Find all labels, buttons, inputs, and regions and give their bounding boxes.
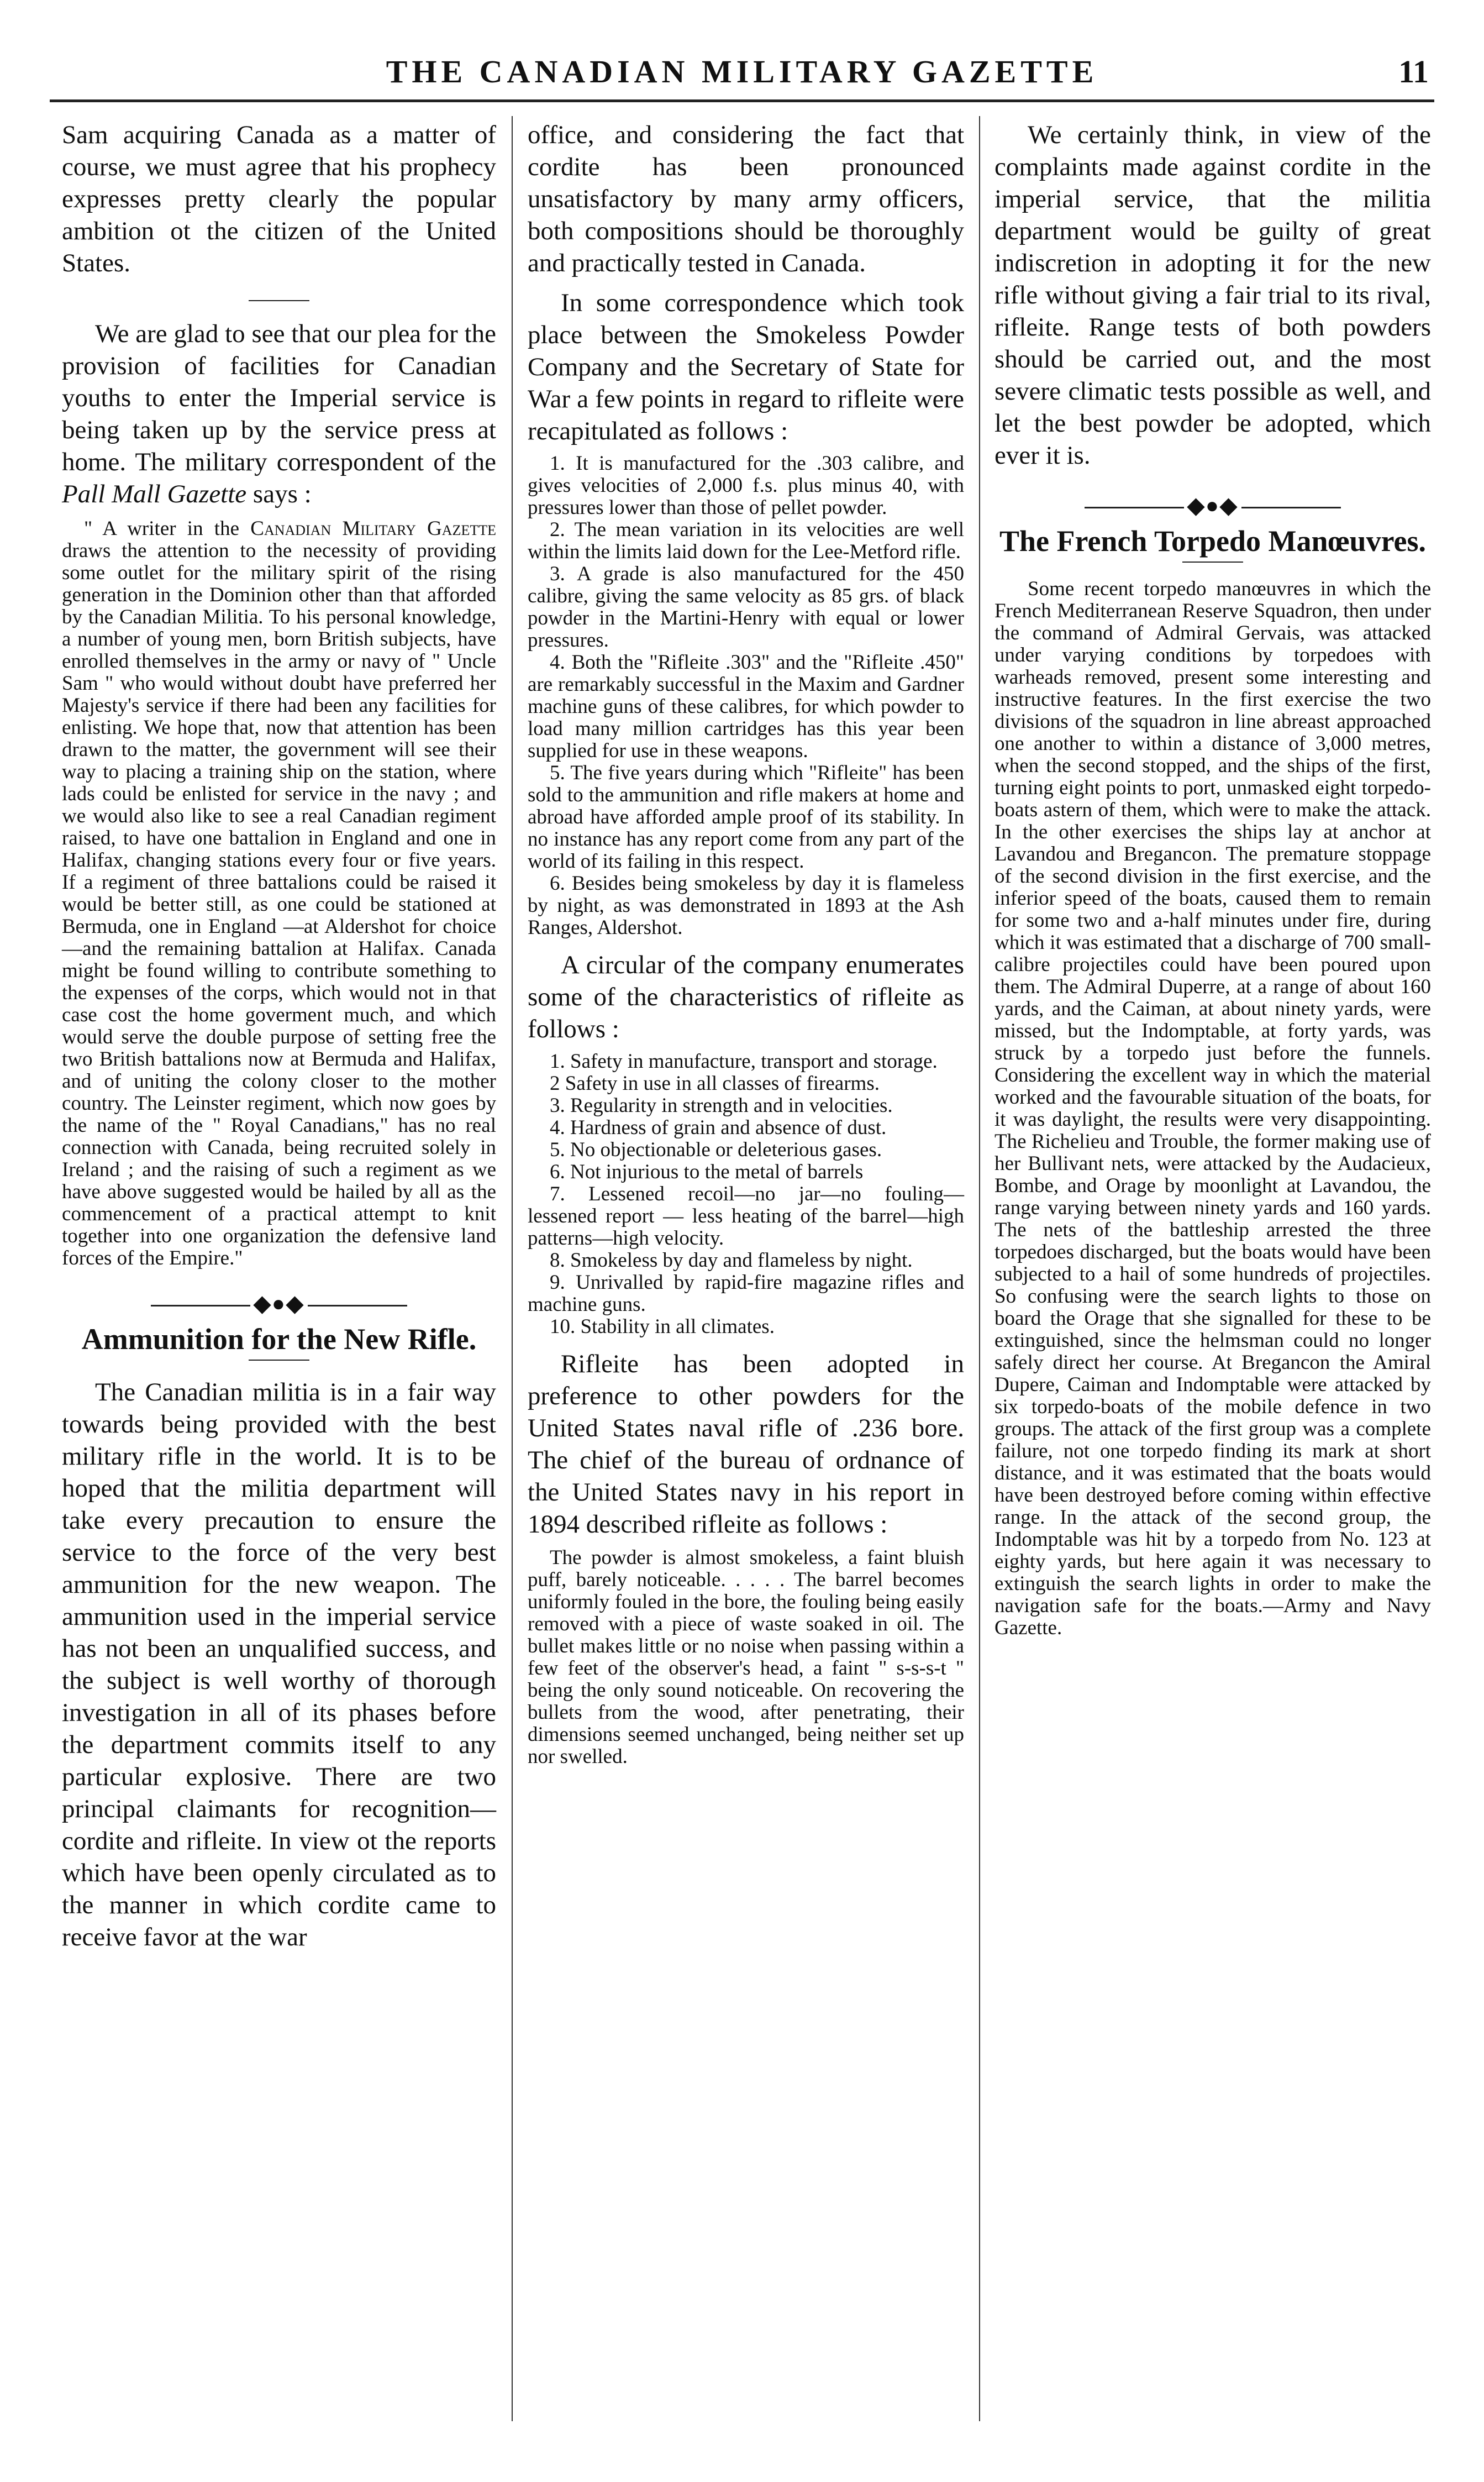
column-2 bbox=[528, 119, 964, 1768]
paragraph: We are glad to see that our plea for the provision of facilities for Canadian youths to enter the Imperial service is being taken up by the service press at home. The military correspondent of the Pall Mall Gazette says : bbox=[62, 319, 496, 508]
paragraph: office, and considering the fact that cordite has been pronounced unsatisfactory by many army officers, both compositions should be thoroughly and practically tested in Canada. bbox=[528, 120, 964, 277]
ornament-divider: ◆●◆ bbox=[994, 492, 1431, 518]
paragraph: A circular of the company enumerates some of the characteristics of rifleite as follows : bbox=[528, 951, 964, 1043]
column-divider-1 bbox=[512, 116, 513, 2421]
masthead-title: THE CANADIAN MILITARY GAZETTE bbox=[386, 54, 1098, 90]
list-item: 3. A grade is also manufactured for the 450 calibre, giving the same velocity as 85 grs. of black powder in the Martini-Henry with equal or lower pressures. bbox=[528, 563, 964, 652]
points-list bbox=[528, 453, 964, 939]
header-rule bbox=[50, 99, 1434, 102]
column-divider-2 bbox=[979, 116, 980, 2421]
list-item: 3. Regularity in strength and in velocities. bbox=[550, 1094, 893, 1117]
paragraph: Sam acquiring Canada as a matter of course, we must agree that his prophecy expresses pretty clearly the popular ambition ot the citizen of the United States. bbox=[62, 120, 496, 277]
list-item: 5. No objectionable or deleterious gases. bbox=[550, 1138, 882, 1161]
list-item: 8. Smokeless by day and flameless by night. bbox=[550, 1249, 913, 1272]
list-item: 1. Safety in manufacture, transport and storage. bbox=[550, 1050, 938, 1073]
list-item: 10. Stability in all climates. bbox=[550, 1315, 775, 1338]
column-1 bbox=[62, 119, 496, 1953]
block-quote: The powder is almost smokeless, a faint bluish puff, barely noticeable. . . . . The barrel becomes uniformly fouled in the bore, the fouling being easily removed with a piece of waste soaked in oil. The bullet makes little or no noise when passing within a few feet of the observer's head, a faint " s-s-s-t " being the only sound noticeable. On recovering the bullets from the wood, after penetrating, their dimensions seemed unchanged, being neither set up nor swelled. bbox=[528, 1546, 964, 1768]
paragraph: In some correspondence which took place between the Smokeless Powder Company and the Secretary of State for War a few points in regard to rifleite were recapitulated as follows : bbox=[528, 288, 964, 445]
paragraph: The Canadian militia is in a fair way towards being provided with the best military rifle in the world. It is to be hoped that the militia department will take every precaution to ensure the service to the force of the very best ammunition for the new weapon. The ammunition used in the imperial service has not been an unqualified success, and the subject is well worthy of thorough investigation in all of its phases before the department commits itself to any particular explosive. There are two principal claimants for recognition—cordite and rifleite. In view ot the reports which have been openly circulated as to the manner in which cordite came to receive favor at the war bbox=[62, 1378, 496, 1951]
article-heading: The French Torpedo Manœuvres. bbox=[999, 524, 1427, 558]
list-item: 5. The five years during which "Rifleite" has been sold to the ammunition and rifle makers at home and abroad have afforded ample proof of its stability. In no instance has any report come from any part of the world of its failing in this respect. bbox=[528, 762, 964, 873]
list-item: 4. Both the "Rifleite .303" and the "Rifleite .450" are remarkably successful in the Maxim and Gardner machine guns of these calibres, for which powder to load many million cartridges has this year been supplied for use in these weapons. bbox=[528, 651, 964, 762]
list-item: 4. Hardness of grain and absence of dust. bbox=[550, 1116, 887, 1139]
publication-name: Canadian Military Gazette bbox=[250, 517, 496, 540]
list-item: 2 Safety in use in all classes of firearms. bbox=[550, 1072, 880, 1095]
list-item: 1. It is manufactured for the .303 calibre, and gives velocities of 2,000 f.s. plus minus 40, with pressures lower than those of pellet powder. bbox=[528, 452, 964, 519]
list-item: 6. Besides being smokeless by day it is flameless by night, as was demonstrated in 1893 at the Ash Ranges, Aldershot. bbox=[528, 872, 964, 939]
heading-rule bbox=[249, 1360, 309, 1361]
paragraph: Rifleite has been adopted in preference to other powders for the United States naval rifle of .236 bore. The chief of the bureau of ordnance of the United States navy in his report in 1894 described rifleite as follows : bbox=[528, 1350, 964, 1539]
list-item: 7. Lessened recoil—no jar—no fouling— lessened report — less heating of the barrel—high patterns—high velocity. bbox=[528, 1183, 964, 1250]
paragraph: We certainly think, in view of the complaints made against cordite in the imperial service, that the militia department would be guilty of great indiscretion in adopting it for the new rifle without giving a fair trial to its rival, rifleite. Range tests of both powders should be carried out, and the most severe climatic tests possible as well, and let the best powder be adopted, which ever it is. bbox=[994, 120, 1431, 470]
article-body: Some recent torpedo manœuvres in which the French Mediterranean Reserve Squadron, then under the command of Admiral Gervais, was attacked under varying conditions by torpedoes with warheads removed, present some interesting and instructive features. In the first exercise the two divisions of the squadron in line abreast approached one another to within a distance of 3,000 metres, when the second stopped, and the ships of the first, turning eight points to port, unmasked eight torpedo-boats astern of them, which were to make the attack. In the other exercises the ships lay at anchor at Lavandou and Bregancon. The premature stoppage of the second division in the first exercise, and the inferior speed of the boats, caused them to remain for some two and a-half minutes under fire, during which it was estimated that a discharge of 700 small-calibre projectiles could have been poured upon them. The Admiral Duperre, at a range of about 160 yards, and the Caiman, at about ninety yards, were missed, but the Indomptable, at forty yards, was struck by a torpedo just before the funnels. Considering the excellent way in which the material worked and the favourable situation of the boats, for it was daylight, the results were very disappointing. The Richelieu and Trouble, the former making use of her Bullivant nets, were attacked by the Audacieux, Bombe, and Orage by moonlight at Lavandou, the range varying between ninety yards and 160 yards. The nets of the battleship arrested the three torpedoes discharged, but the boats would have been subjected to a hail of some hundreds of projectiles. So confusing were the search lights to those on board the Orage that she signalled for these to be extinguished, since the helmsman could no longer safely direct her course. At Bregancon the Amiral Dupere, Caiman and Indomptable were attacked by six torpedo-boats of the mobile defence in two groups. The attack of the first group was a complete failure, not one torpedo finding its mark at short distance, and it was estimated that the boats would have been destroyed before coming within effective range. In the attack of the second group, the Indomptable was hit by a torpedo from No. 123 at eighty yards, but here again it was necessary to extinguish the search lights in order to make the navigation safe for the boats.—Army and Navy Gazette. bbox=[994, 578, 1431, 1639]
block-quote: " A writer in the Canadian Military Gazette draws the attention to the necessity of providing some outlet for the military spirit of the rising generation in the Dominion other than that afforded by the Canadian Militia. To his personal knowledge, a number of young men, born British subjects, have enrolled themselves in the army or navy of " Uncle Sam " who would without doubt have preferred her Majesty's service if there had been any facilities for enlisting. We hope that, now that attention has been drawn to the matter, the government will see their way to placing a training ship on the station, where lads could be enlisted for service in the navy ; and we would also like to see a real Canadian regiment raised, to have one battalion in England and one in Halifax, changing stations every four or five years. If a regiment of three battalions could be raised it would be better still, as one could be stationed at Bermuda, one in England —at Aldershot for choice—and the remaining battalion at Halifax. Canada might be found willing to contribute something to the expenses of the corps, which would not in that case cost the home goverment much, and which would serve the double purpose of setting free the two British battalions now at Bermuda and Halifax, and of uniting the colony closer to the mother country. The Leinster regiment, which now goes by the name of the " Royal Canadians," has no real connection with Canada, being recruited solely in Ireland ; and the raising of such a regiment as we have above suggested would be hailed by all as the commencement of a practical attempt to knit together into one organization the defensive land forces of the Empire." bbox=[62, 517, 496, 1269]
page-number: 11 bbox=[1398, 54, 1429, 90]
list-item: 6. Not injurious to the metal of barrels bbox=[550, 1161, 864, 1183]
section-separator bbox=[249, 300, 309, 301]
list-item: 2. The mean variation in its velocities are well within the limits laid down for the Lee-Metford rifle. bbox=[528, 518, 964, 563]
heading-rule bbox=[1182, 562, 1243, 563]
characteristics-list bbox=[528, 1051, 964, 1338]
page-header bbox=[50, 42, 1434, 103]
ornament-divider: ◆●◆ bbox=[62, 1290, 496, 1316]
column-3 bbox=[994, 119, 1431, 1639]
list-item: 9. Unrivalled by rapid-fire magazine rifles and machine guns. bbox=[528, 1271, 964, 1316]
article-heading: Ammunition for the New Rifle. bbox=[81, 1323, 477, 1356]
publication-name: Pall Mall Gazette bbox=[62, 480, 247, 508]
